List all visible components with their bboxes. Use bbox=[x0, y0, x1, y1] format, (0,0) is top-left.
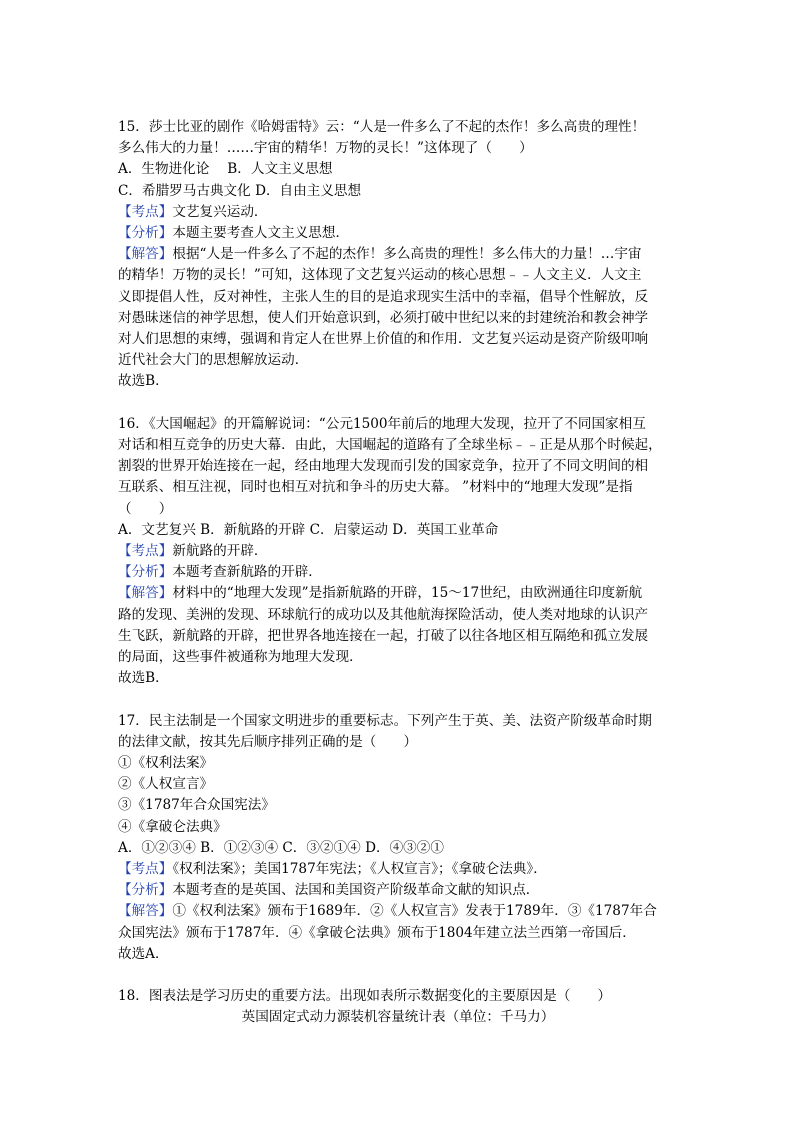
kaodian-line bbox=[118, 859, 678, 880]
list-item: ④《拿破仑法典》 bbox=[118, 818, 227, 835]
question-text-line: 多么伟大的力量！……宇宙的精华！万物的灵长！”这体现了（ ） bbox=[118, 140, 533, 157]
list-item: ①《权利法案》 bbox=[118, 755, 214, 772]
jieda-line bbox=[118, 244, 678, 265]
jieda-text-line: 义即提倡人性，反对神性，主张人生的目的是追求现实生活中的幸福，倡导个性解放，反 bbox=[118, 288, 649, 305]
jieda-text-line: 近代社会大门的思想解放运动． bbox=[118, 352, 309, 369]
fenxi-text: 本题考查新航路的开辟． bbox=[172, 564, 322, 581]
fenxi-text: 本题主要考查人文主义思想． bbox=[172, 225, 350, 242]
question-text-line: 16．《大国崛起》的开篇解说词：“公元1500年前后的地理大发现，拉开了不同国家相互 bbox=[118, 415, 646, 432]
jieda-text-line: 的精华！万物的灵长！”可知，这体现了文艺复兴运动的核心思想﹣﹣人文主义．人文主 bbox=[118, 267, 642, 284]
question-text-line: 17．民主法制是一个国家文明进步的重要标志。下列产生于英、美、法资产阶级革命时期 bbox=[118, 712, 652, 729]
question-text-line: （ ） bbox=[118, 500, 173, 517]
fenxi-line bbox=[118, 880, 678, 901]
jieda-text-line: 生飞跃，新航路的开辟，把世界各地连接在一起，打破了以往各地区相互隔绝和孤立发展 bbox=[118, 627, 649, 644]
jieda-text-line: 众国宪法》颁布于1787年．④《拿破仑法典》颁布于1804年建立法兰西第一帝国后． bbox=[118, 924, 636, 941]
fenxi-line bbox=[118, 223, 678, 244]
kaodian-text: 新航路的开辟． bbox=[172, 543, 268, 560]
option-line: A．①②③④ B．①②③④ C．③②①④ D．④③②① bbox=[118, 839, 444, 856]
kaodian-line bbox=[118, 202, 678, 223]
fenxi-tag: 【分析】 bbox=[118, 882, 173, 899]
fenxi-tag: 【分析】 bbox=[118, 564, 173, 581]
question-text-line: 割裂的世界开始连接在一起，经由地理大发现而引发的国家竞争，拉开了不同文明间的相 bbox=[118, 458, 649, 475]
option-line: A．文艺复兴 B．新航路的开辟 C．启蒙运动 D．英国工业革命 bbox=[118, 521, 499, 538]
kaodian-tag: 【考点】 bbox=[118, 203, 173, 220]
spacer bbox=[118, 965, 678, 986]
jieda-text-line: 路的发现、美洲的发现、环球航行的成功以及其他航海探险活动，使人类对地球的认识产 bbox=[118, 606, 649, 623]
option-line: C．希腊罗马古典文化 D．自由主义思想 bbox=[118, 182, 362, 199]
jieda-text: 根据“人是一件多么了不起的杰作！多么高贵的理性！多么伟大的力量！…宇宙 bbox=[172, 246, 642, 263]
option-line: A．生物进化论 B．人文主义思想 bbox=[118, 161, 333, 178]
question-16 bbox=[118, 414, 678, 690]
answer-line: 故选B． bbox=[118, 373, 169, 390]
fenxi-line bbox=[118, 562, 678, 583]
kaodian-tag: 【考点】 bbox=[118, 861, 173, 878]
kaodian-line bbox=[118, 541, 678, 562]
jieda-tag: 【解答】 bbox=[118, 903, 173, 920]
question-17 bbox=[118, 711, 678, 965]
answer-line: 故选A． bbox=[118, 945, 169, 962]
list-item: ③《1787年合众国宪法》 bbox=[118, 797, 275, 814]
spacer bbox=[118, 393, 678, 414]
question-15 bbox=[118, 117, 678, 393]
spacer bbox=[118, 689, 678, 710]
question-18 bbox=[118, 986, 678, 1028]
jieda-tag: 【解答】 bbox=[118, 585, 173, 602]
jieda-text-line: 对人们思想的束缚，强调和肯定人在世界上价值的和作用．文艺复兴运动是资产阶级叩响 bbox=[118, 331, 649, 348]
jieda-line bbox=[118, 583, 678, 604]
document-page bbox=[118, 117, 678, 1029]
fenxi-tag: 【分析】 bbox=[118, 225, 173, 242]
table-caption: 英国固定式动力源装机容量统计表（单位：千马力） bbox=[241, 1009, 555, 1026]
question-text-line: 的法律文献，按其先后顺序排列正确的是（ ） bbox=[118, 733, 418, 750]
jieda-text-line: 的局面，这些事件被通称为地理大发现． bbox=[118, 649, 363, 666]
kaodian-text: 文艺复兴运动． bbox=[172, 203, 268, 220]
jieda-text: 材料中的“地理大发现”是指新航路的开辟，15～17世纪，由欧洲通往印度新航 bbox=[172, 585, 643, 602]
question-text-line: 15．莎士比亚的剧作《哈姆雷特》云：“人是一件多么了不起的杰作！多么高贵的理性！ bbox=[118, 119, 646, 135]
question-text-line: 互联系、相互注视，同时也相互对抗和争斗的历史大幕。 ”材料中的“地理大发现”是指 bbox=[118, 479, 633, 496]
list-item: ②《人权宣言》 bbox=[118, 776, 214, 793]
question-text-line: 对话和相互竞争的历史大幕．由此，大国崛起的道路有了全球坐标﹣﹣正是从那个时候起， bbox=[118, 437, 662, 454]
jieda-line bbox=[118, 901, 678, 922]
jieda-tag: 【解答】 bbox=[118, 246, 173, 263]
fenxi-text: 本题考查的是英国、法国和美国资产阶级革命文献的知识点． bbox=[172, 882, 540, 899]
kaodian-text: 《权利法案》；美国1787年宪法；《人权宣言》；《拿破仑法典》． bbox=[172, 861, 547, 878]
jieda-text: ①《权利法案》颁布于1689年．②《人权宣言》发表于1789年．③《1787年合 bbox=[172, 903, 657, 920]
jieda-text-line: 对愚昧迷信的神学思想，使人们开始意识到，必须打破中世纪以来的封建统治和教会神学 bbox=[118, 309, 649, 326]
question-text-line: 18．图表法是学习历史的重要方法。出现如表所示数据变化的主要原因是（ ） bbox=[118, 988, 612, 1005]
kaodian-tag: 【考点】 bbox=[118, 543, 173, 560]
answer-line: 故选B． bbox=[118, 670, 169, 687]
